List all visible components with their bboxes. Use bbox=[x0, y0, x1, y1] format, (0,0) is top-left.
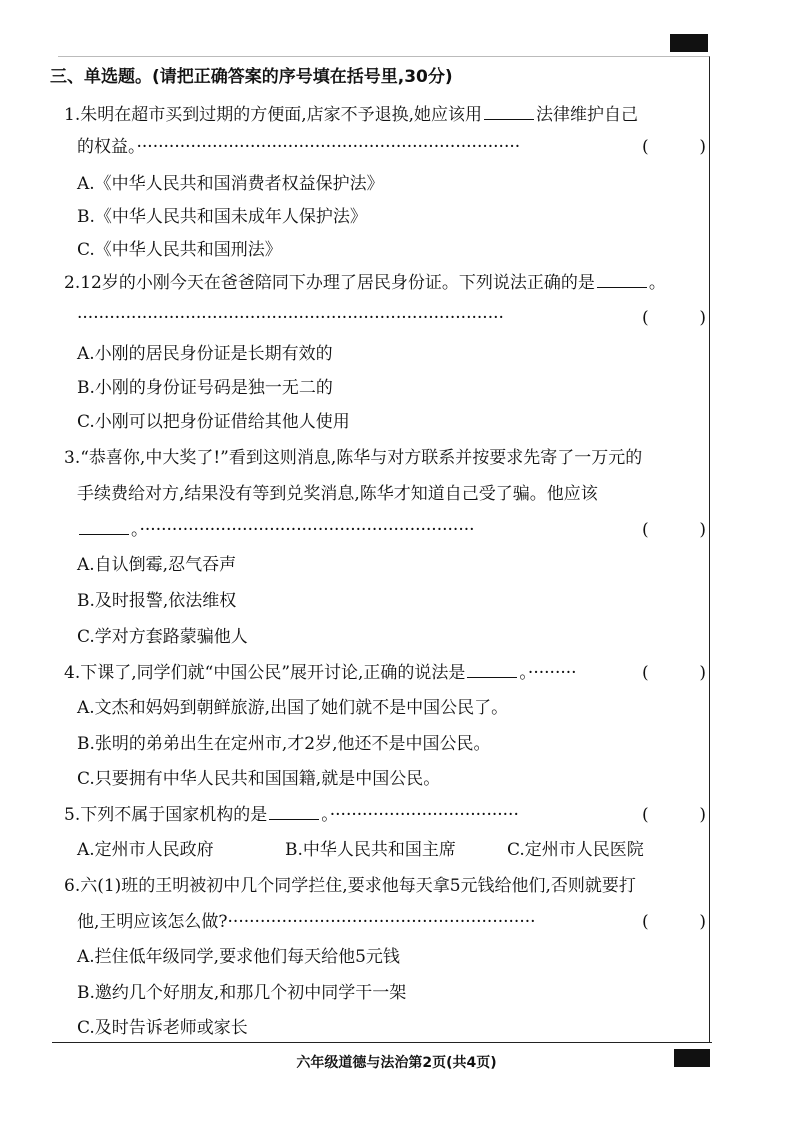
question-5-option-c: C.定州市人民医院 bbox=[507, 840, 644, 860]
question-4-option-b: B.张明的弟弟出生在定州市,才2岁,他还不是中国公民。 bbox=[77, 734, 491, 754]
question-2-option-c: C.小刚可以把身份证借给其他人使用 bbox=[77, 412, 350, 432]
answer-blank[interactable] bbox=[597, 273, 647, 288]
question-5-option-b: B.中华人民共和国主席 bbox=[285, 840, 456, 860]
question-3-cont-2: 。······························································ bbox=[77, 519, 475, 541]
question-2-text-a: 2.12岁的小刚今天在爸爸陪同下办理了居民身份证。下列说法正确的是 bbox=[64, 273, 595, 293]
question-3-option-a: A.自认倒霉,忍气吞声 bbox=[77, 555, 237, 575]
question-1-stem bbox=[64, 104, 638, 126]
leader-dots: ··································· bbox=[329, 805, 519, 825]
question-1-option-b: B.《中华人民共和国未成年人保护法》 bbox=[77, 207, 367, 227]
question-2-dots: ··············································································· bbox=[77, 308, 504, 328]
bottom-rule bbox=[52, 1042, 712, 1043]
question-3-option-c: C.学对方套路蒙骗他人 bbox=[77, 627, 248, 647]
question-4-text-a: 4.下课了,同学们就“中国公民”展开讨论,正确的说法是 bbox=[64, 663, 466, 683]
question-6-option-c: C.及时告诉老师或家长 bbox=[77, 1018, 248, 1038]
question-3-cont: 手续费给对方,结果没有等到兑奖消息,陈华才知道自己受了骗。他应该 bbox=[77, 484, 598, 504]
question-6-option-a: A.拦住低年级同学,要求他们每天给他5元钱 bbox=[77, 947, 400, 967]
question-1-cont bbox=[77, 136, 520, 158]
answer-blank[interactable] bbox=[484, 105, 534, 120]
question-1-text-c: 的权益。 bbox=[77, 137, 137, 157]
question-4-option-a: A.文杰和妈妈到朝鲜旅游,出国了她们就不是中国公民了。 bbox=[77, 698, 509, 718]
section-title: 三、单选题。(请把正确答案的序号填在括号里,30分) bbox=[50, 67, 453, 87]
question-1-text-b: 法律维护自己 bbox=[536, 105, 639, 125]
question-1-text-a: 1.朱明在超市买到过期的方便面,店家不予退换,她应该用 bbox=[64, 105, 483, 125]
question-6-cont: 他,王明应该怎么做?························································· bbox=[77, 912, 536, 932]
question-2-stem bbox=[64, 272, 666, 294]
answer-blank[interactable] bbox=[79, 520, 129, 535]
answer-blank[interactable] bbox=[467, 663, 517, 678]
question-2-option-b: B.小刚的身份证号码是独一无二的 bbox=[77, 378, 333, 398]
question-3-option-b: B.及时报警,依法维权 bbox=[77, 591, 237, 611]
leader-dots: ························································· bbox=[227, 912, 536, 932]
question-3-stem: 3.“恭喜你,中大奖了!”看到这则消息,陈华与对方联系并按要求先寄了一万元的 bbox=[64, 448, 643, 468]
question-5-text-a: 5.下列不属于国家机构的是 bbox=[64, 805, 268, 825]
question-1-option-a: A.《中华人民共和国消费者权益保护法》 bbox=[77, 174, 384, 194]
question-4-stem: 4.下课了,同学们就“中国公民”展开讨论,正确的说法是 。········· bbox=[64, 663, 577, 683]
question-5-option-a: A.定州市人民政府 bbox=[77, 840, 214, 860]
registration-mark-bottom bbox=[674, 1049, 710, 1067]
question-2-option-a: A.小刚的居民身份证是长期有效的 bbox=[77, 344, 333, 364]
answer-blank[interactable] bbox=[269, 805, 319, 820]
question-6-stem: 6.六(1)班的王明被初中几个同学拦住,要求他每天拿5元钱给他们,否则就要打 bbox=[64, 876, 636, 896]
leader-dots: ······································································· bbox=[136, 137, 521, 157]
question-5-options bbox=[77, 839, 644, 861]
question-4-option-c: C.只要拥有中华人民共和国国籍,就是中国公民。 bbox=[77, 769, 441, 789]
question-2-text-b: 。 bbox=[648, 273, 666, 293]
question-5-stem: 5.下列不属于国家机构的是 。··································· bbox=[64, 805, 519, 825]
question-6-option-b: B.邀约几个好朋友,和那几个初中同学干一架 bbox=[77, 983, 407, 1003]
page-footer: 六年级道德与法治第2页(共4页) bbox=[296, 1055, 497, 1071]
registration-mark-top bbox=[670, 34, 708, 52]
question-1-option-c: C.《中华人民共和国刑法》 bbox=[77, 240, 282, 260]
leader-dots: ········· bbox=[527, 663, 577, 683]
leader-dots: ······························································ bbox=[139, 520, 475, 540]
